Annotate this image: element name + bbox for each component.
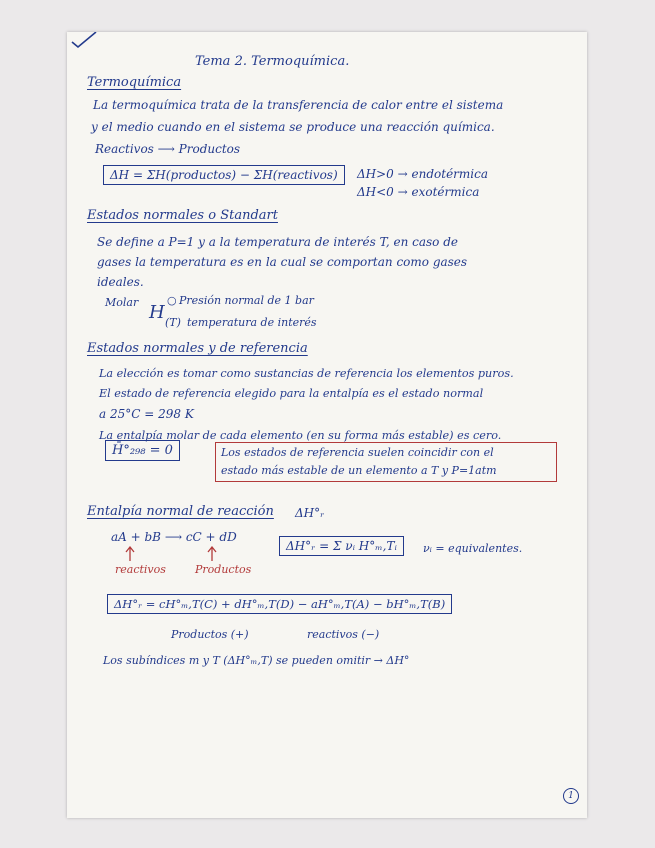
- text-line: ideales.: [97, 275, 144, 289]
- text-line: a 25°C = 298 K: [99, 407, 194, 421]
- temperature-note: temperatura de interés: [187, 316, 317, 329]
- page-number: 1: [563, 788, 579, 804]
- check-mark-icon: [69, 32, 99, 50]
- arrow-up-icon: [207, 546, 217, 562]
- reactivos-sign: reactivos (−): [307, 628, 380, 641]
- expanded-enthalpy-formula: ΔH°ᵣ = cH°ₘ,T(C) + dH°ₘ,T(D) − aH°ₘ,T(A) − bH°ₘ,T(B): [107, 594, 452, 614]
- text-line: El estado de referencia elegido para la entalpía es el estado normal: [99, 387, 484, 400]
- pressure-mark: ○: [167, 294, 177, 307]
- endothermic-note: ΔH>0 → endotérmica: [357, 167, 488, 181]
- pressure-note: Presión normal de 1 bar: [179, 294, 314, 307]
- reference-note-line: Los estados de referencia suelen coincidir con el: [221, 446, 494, 459]
- reactivos-label: reactivos: [115, 563, 166, 576]
- reference-enthalpy-formula: H̄°₂₉₈ = 0: [105, 440, 180, 461]
- section-heading-estados-normales: Estados normales o Standart: [87, 208, 278, 223]
- nu-note: νᵢ = equivalentes.: [423, 542, 523, 555]
- molar-label: Molar: [105, 296, 139, 309]
- reference-note-line: estado más estable de un elemento a T y P=1atm: [221, 464, 497, 477]
- page-title: Tema 2. Termoquímica.: [195, 54, 350, 69]
- notebook-page: [67, 32, 587, 818]
- section-heading-referencia: Estados normales y de referencia: [87, 341, 308, 356]
- productos-label: Productos: [195, 563, 252, 576]
- subscript-note: Los subíndices m y T (ΔH°ₘ,T) se pueden omitir → ΔH°: [103, 654, 410, 667]
- text-line: La elección es tomar como sustancias de referencia los elementos puros.: [99, 367, 514, 380]
- section-heading-entalpia-reaccion: Entalpía normal de reacción: [87, 504, 274, 519]
- reaction-enthalpy-sum-formula: ΔH°ᵣ = Σ νᵢ H°ₘ,Tᵢ: [279, 536, 404, 556]
- enthalpy-formula: ΔH = ΣH(productos) − ΣH(reactivos): [103, 165, 345, 185]
- reaction-enthalpy-symbol: ΔH°ᵣ: [295, 506, 325, 520]
- text-line: La entalpía molar de cada elemento (en su forma más estable) es cero.: [99, 429, 502, 442]
- text-line: Se define a P=1 y a la temperatura de interés T, en caso de: [97, 235, 458, 249]
- text-line: y el medio cuando en el sistema se produce una reacción química.: [91, 120, 495, 134]
- text-line: La termoquímica trata de la transferencia de calor entre el sistema: [93, 98, 504, 112]
- productos-sign: Productos (+): [171, 628, 249, 641]
- arrow-up-icon: [125, 546, 135, 562]
- temperature-mark: (T): [165, 316, 181, 329]
- section-heading-termoquimica: Termoquímica: [87, 75, 182, 90]
- text-line: gases la temperatura es en la cual se comportan como gases: [97, 255, 468, 269]
- reaction-general: Reactivos ⟶ Productos: [95, 142, 241, 156]
- enthalpy-symbol: H: [149, 302, 165, 323]
- generic-reaction: aA + bB ⟶ cC + dD: [111, 530, 237, 544]
- exothermic-note: ΔH<0 → exotérmica: [357, 185, 480, 199]
